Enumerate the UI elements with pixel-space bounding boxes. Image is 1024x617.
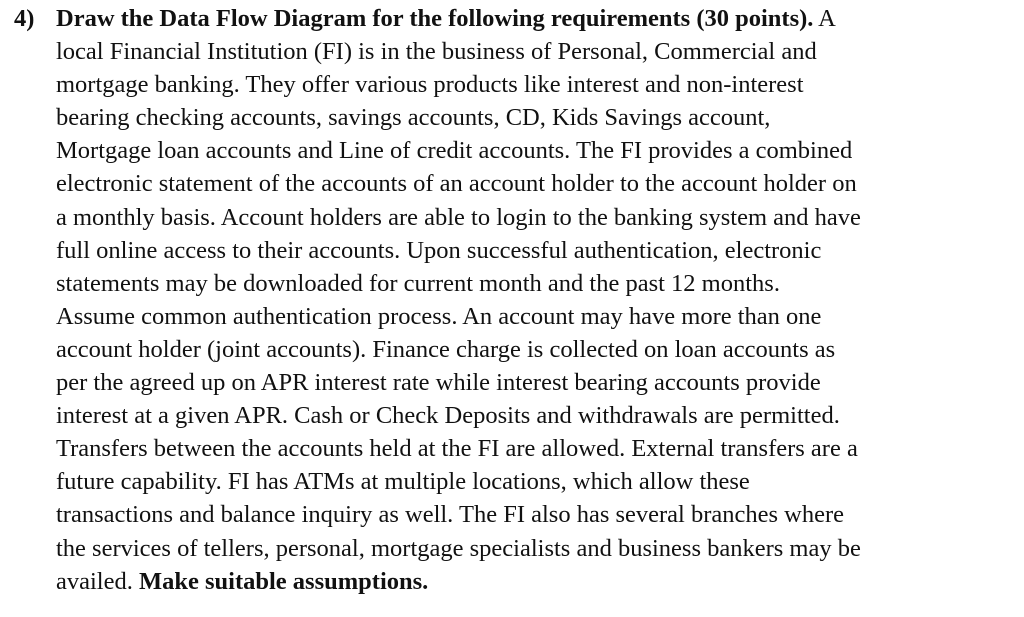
question-text-line: availed.: [56, 567, 133, 595]
question-last-line: [56, 565, 1012, 598]
question-block: [14, 2, 1014, 598]
question-text-line: per the agreed up on APR interest rate while interest bearing accounts provide: [56, 369, 821, 397]
question-body: [56, 2, 1012, 598]
question-closing: Make suitable assumptions.: [139, 567, 429, 595]
question-text-line: A: [818, 5, 836, 32]
question-text-line: bearing checking accounts, savings accounts, CD, Kids Savings account,: [56, 104, 771, 132]
question-heading: Draw the Data Flow Diagram for the following requirements (30 points).: [56, 5, 814, 32]
question-text-line: Assume common authentication process. An account may have more than one: [56, 302, 822, 330]
question-text-line: electronic statement of the accounts of an account holder to the account holder on: [56, 170, 857, 198]
question-text-line: mortgage banking. They offer various products like interest and non-interest: [56, 71, 804, 99]
question-text-line: Transfers between the accounts held at the FI are allowed. External transfers are a: [56, 435, 858, 463]
question-text-line: a monthly basis. Account holders are able to login to the banking system and have: [56, 203, 861, 231]
question-text-line: full online access to their accounts. Upon successful authentication, electronic: [56, 236, 822, 264]
question-text-line: statements may be downloaded for current month and the past 12 months.: [56, 269, 780, 297]
question-text-line: local Financial Institution (FI) is in the business of Personal, Commercial and: [56, 38, 817, 66]
question-text-line: account holder (joint accounts). Finance charge is collected on loan accounts as: [56, 335, 836, 363]
question-text-line: transactions and balance inquiry as well. The FI also has several branches where: [56, 501, 845, 529]
question-line-1: [56, 2, 1012, 35]
question-text-line: Mortgage loan accounts and Line of credit accounts. The FI provides a combined: [56, 137, 853, 165]
question-text-line: the services of tellers, personal, mortgage specialists and business bankers may be: [56, 534, 861, 562]
question-text-line: interest at a given APR. Cash or Check Deposits and withdrawals are permitted.: [56, 402, 840, 430]
question-number: 4): [14, 5, 35, 32]
question-text-line: future capability. FI has ATMs at multiple locations, which allow these: [56, 468, 750, 496]
